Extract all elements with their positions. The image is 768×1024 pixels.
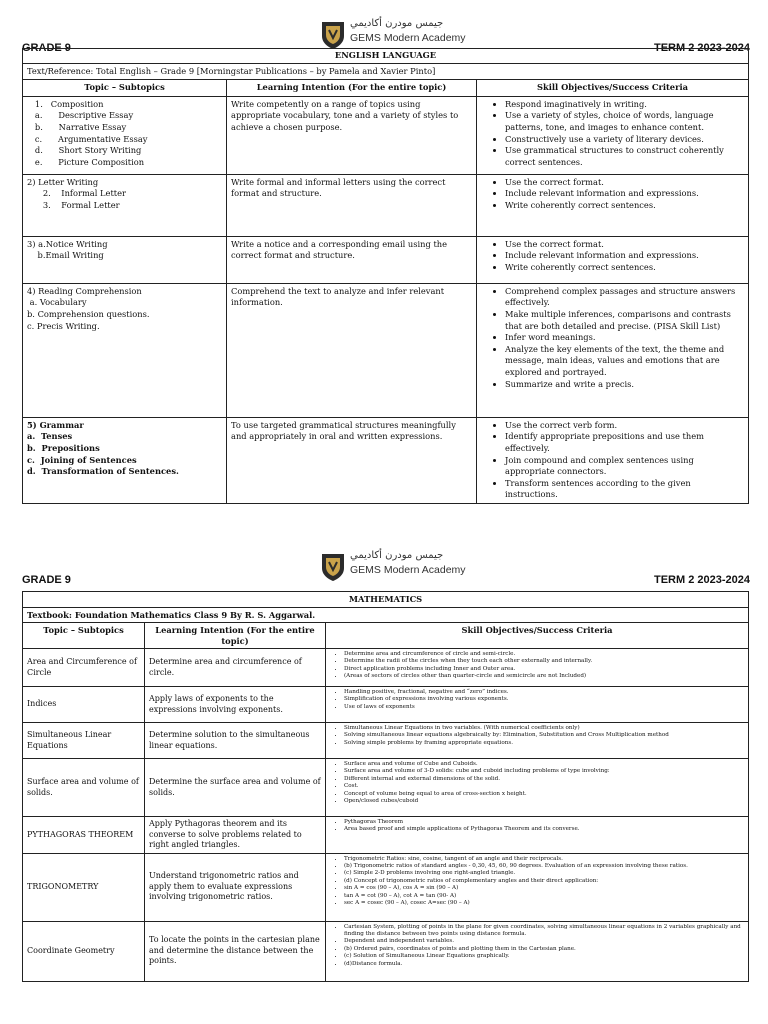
topic-line: a. Tenses	[27, 431, 73, 442]
topic-line: a. Vocabulary	[27, 297, 87, 308]
skill-item: • Respond imaginatively in writing.	[505, 99, 744, 111]
skill-item: • Use a variety of styles, choice of words, language patterns, tone, and images to enhance content.	[505, 110, 744, 133]
topic-line: c. Argumentative Essay	[27, 133, 148, 144]
math-title: MATHEMATICS	[23, 592, 749, 608]
skill-item: • Use the correct verb form.	[505, 420, 744, 432]
logo-english-text: GEMS Modern Academy	[350, 564, 466, 576]
skill-item: • (d)Distance formula.	[344, 961, 744, 968]
math-reference: Textbook: Foundation Mathematics Class 9 By R. S. Aggarwal.	[23, 607, 749, 623]
table-row	[23, 417, 749, 503]
skill-item: • (b) Ordered pairs, coordinates of points and plotting them in the Cartesian plane.	[344, 946, 744, 953]
table-row	[23, 921, 749, 981]
skill-subitem: • sec A = cosec (90 – A), cosec A=sec (90 – A)	[344, 900, 744, 907]
skills-cell	[477, 283, 749, 417]
col-header-skills: Skill Objectives/Success Criteria	[326, 623, 749, 649]
skill-item: • Use grammatical structures to construct coherently correct sentences.	[505, 145, 744, 168]
logo-english-text: GEMS Modern Academy	[350, 32, 466, 44]
term-label: TERM 2 2023-2024	[654, 574, 750, 586]
skill-item: • Comprehend complex passages and structure answers effectively.	[505, 286, 744, 309]
intent-cell: Apply Pythagoras theorem and its converse to solve problems related to right angled triangles.	[145, 817, 326, 854]
table-row	[23, 687, 749, 723]
skill-item: • Area based proof and simple applications of Pythagoras Theorem and its converse.	[344, 826, 744, 833]
skill-item: • Different internal and external dimensions of the solid.	[344, 776, 744, 783]
skills-cell	[477, 96, 749, 174]
skills-cell	[326, 759, 749, 817]
topic-cell: PYTHAGORAS THEOREM	[23, 817, 145, 854]
skill-item: • (c) Solution of Simultaneous Linear Equations graphically.	[344, 953, 744, 960]
skill-item: • Make multiple inferences, comparisons and contrasts that are both detailed and precise. (PISA Skill List)	[505, 309, 744, 332]
skills-cell	[326, 687, 749, 723]
topic-cell	[23, 96, 227, 174]
page-header-2	[22, 550, 750, 586]
col-header-intent: Learning Intention (For the entire topic)	[145, 623, 326, 649]
skill-item: • Solving simultaneous linear equations algebraically by: Elimination, Substitution and Cross Multiplication method	[344, 732, 744, 739]
topic-line: 3. Formal Letter	[27, 199, 120, 210]
skill-item: • (c) Simple 2-D problems involving one right-angled triangle.	[344, 870, 744, 877]
topic-cell	[23, 236, 227, 283]
skill-item: • Write coherently correct sentences.	[505, 200, 744, 212]
skill-item: • Transform sentences according to the given instructions.	[505, 478, 744, 501]
table-row	[23, 236, 749, 283]
skill-item: • Concept of volume being equal to area of cross-section x height.	[344, 791, 744, 798]
table-row	[23, 759, 749, 817]
crest-icon	[320, 20, 346, 50]
skill-item: • Open/closed cubes/cuboid	[344, 798, 744, 805]
skill-item: • Use of laws of exponents	[344, 704, 744, 711]
intent-cell: Comprehend the text to analyze and infer relevant information.	[227, 283, 477, 417]
topic-line: 3) a.Notice Writing	[27, 238, 108, 249]
skill-item: • Handling positive, fractional, negative and “zero” indices.	[344, 689, 744, 696]
topic-line: c. Precis Writing.	[27, 320, 100, 331]
skill-item: • Cartesian System, plotting of points in the plane for given coordinates, solving simultaneous linear equations in 2 variables graphically and finding the distance between two points using distance formula.	[344, 924, 744, 939]
topic-line: 1. Composition	[27, 98, 104, 109]
intent-cell: Determine the surface area and volume of solids.	[145, 759, 326, 817]
skills-cell	[326, 649, 749, 687]
skills-cell	[326, 853, 749, 921]
topic-line: 2) Letter Writing	[27, 176, 99, 187]
col-header-skills: Skill Objectives/Success Criteria	[477, 80, 749, 97]
math-table	[22, 591, 749, 982]
skill-item: • Solving simple problems by framing appropriate equations.	[344, 740, 744, 747]
topic-cell: TRIGONOMETRY	[23, 853, 145, 921]
table-row	[23, 723, 749, 759]
intent-cell: Write a notice and a corresponding email using the correct format and structure.	[227, 236, 477, 283]
intent-cell: To locate the points in the cartesian plane and determine the distance between the points.	[145, 921, 326, 981]
skill-item: • Join compound and complex sentences using appropriate connectors.	[505, 455, 744, 478]
skill-item: • (b) Trigonometric ratios of standard angles - 0,30, 45, 60, 90 degrees. Evaluation of an expression involving these ratios.	[344, 863, 744, 870]
skills-cell	[326, 817, 749, 854]
skill-subitem: • sin A = cos (90 – A), cos A = sin (90 – A)	[344, 885, 744, 892]
topic-cell	[23, 174, 227, 236]
topic-cell: Area and Circumference of Circle	[23, 649, 145, 687]
skill-item: • (Areas of sectors of circles other than quarter-circle and semicircle are not Included)	[344, 673, 744, 680]
table-row	[23, 283, 749, 417]
col-header-intent: Learning Intention (For the entire topic)	[227, 80, 477, 97]
topic-cell: Simultaneous Linear Equations	[23, 723, 145, 759]
skills-cell	[477, 417, 749, 503]
topic-cell	[23, 283, 227, 417]
topic-line: d. Short Story Writing	[27, 145, 142, 156]
english-reference: Text/Reference: Total English – Grade 9 [Morningstar Publications – by Pamela and Xavier Pinto]	[23, 63, 749, 80]
topic-line: b. Narrative Essay	[27, 121, 127, 132]
intent-cell: Determine area and circumference of circle.	[145, 649, 326, 687]
term-label: TERM 2 2023-2024	[654, 42, 750, 54]
english-table	[22, 48, 749, 504]
skill-subitem: • tan A = cot (90 – A), cot A = tan (90- A)	[344, 893, 744, 900]
skill-item: • Cost.	[344, 783, 744, 790]
skill-item: • Surface area and volume of Cube and Cuboids.	[344, 761, 744, 768]
skills-cell	[477, 174, 749, 236]
skill-item: • (d) Concept of trigonometric ratios of complementary angles and their direct application:	[344, 878, 744, 885]
skill-item: • Identify appropriate prepositions and use them effectively.	[505, 431, 744, 454]
logo-arabic-text: جيمس مودرن أكاديمي	[350, 550, 444, 561]
school-logo	[320, 550, 470, 586]
topic-line: b. Comprehension questions.	[27, 308, 150, 319]
skill-item: • Simplification of expressions involving various exponents.	[344, 696, 744, 703]
table-row	[23, 174, 749, 236]
skill-item: • Direct application problems including Inner and Outer area.	[344, 666, 744, 673]
skill-item: • Include relevant information and expressions.	[505, 188, 744, 200]
grade-label: GRADE 9	[22, 574, 71, 586]
topic-cell	[23, 417, 227, 503]
col-header-topic: Topic – Subtopics	[23, 623, 145, 649]
table-row	[23, 853, 749, 921]
skills-cell	[477, 236, 749, 283]
skill-item: • Simultaneous Linear Equations in two variables. (With numerical coefficients only)	[344, 725, 744, 732]
intent-cell: Apply laws of exponents to the expressions involving exponents.	[145, 687, 326, 723]
english-title: ENGLISH LANGUAGE	[23, 49, 749, 64]
grade-label: GRADE 9	[22, 42, 71, 54]
topic-line: d. Transformation of Sentences.	[27, 466, 179, 477]
skill-item: • Use the correct format.	[505, 177, 744, 189]
skill-item: • Determine the radii of the circles when they touch each other externally and internally.	[344, 658, 744, 665]
skill-item: • Constructively use a variety of literary devices.	[505, 134, 744, 146]
intent-cell: Understand trigonometric ratios and apply them to evaluate expressions involving trigonometric ratios.	[145, 853, 326, 921]
skill-item: • Analyze the key elements of the text, the theme and message, main ideas, values and emotions that are explored and portrayed.	[505, 344, 744, 379]
topic-line: a. Descriptive Essay	[27, 110, 134, 121]
topic-cell: Surface area and volume of solids.	[23, 759, 145, 817]
intent-cell: Write competently on a range of topics using appropriate vocabulary, tone and a variety of styles to achieve a chosen purpose.	[227, 96, 477, 174]
skill-item: • Surface area and volume of 3-D solids: cube and cuboid including problems of type involving:	[344, 768, 744, 775]
skill-item: • Determine area and circumference of circle and semi-circle.	[344, 651, 744, 658]
skill-item: • Use the correct format.	[505, 239, 744, 251]
topic-line: 4) Reading Comprehension	[27, 285, 142, 296]
topic-cell: Coordinate Geometry	[23, 921, 145, 981]
table-row	[23, 817, 749, 854]
intent-cell: Write formal and informal letters using the correct format and structure.	[227, 174, 477, 236]
crest-icon	[320, 552, 346, 582]
col-header-topic: Topic – Subtopics	[23, 80, 227, 97]
topic-cell: Indices	[23, 687, 145, 723]
table-row	[23, 649, 749, 687]
topic-line: e. Picture Composition	[27, 156, 145, 167]
skill-item: • Pythagoras Theorem	[344, 819, 744, 826]
skill-item: • Write coherently correct sentences.	[505, 262, 744, 274]
topic-line: 2. Informal Letter	[27, 188, 127, 199]
skill-item: • Include relevant information and expressions.	[505, 250, 744, 262]
skills-cell	[326, 921, 749, 981]
skill-item: • Summarize and write a precis.	[505, 379, 744, 391]
topic-line: c. Joining of Sentences	[27, 454, 137, 465]
logo-arabic-text: جيمس مودرن أكاديمي	[350, 18, 444, 29]
skill-item: • Dependent and independent variables.	[344, 938, 744, 945]
topic-line: b. Prepositions	[27, 442, 100, 453]
skill-item: • Trigonometric Ratios: sine, cosine, tangent of an angle and their reciprocals.	[344, 856, 744, 863]
table-row	[23, 96, 749, 174]
intent-cell: Determine solution to the simultaneous linear equations.	[145, 723, 326, 759]
topic-line: b.Email Writing	[27, 250, 104, 261]
intent-cell: To use targeted grammatical structures meaningfully and appropriately in oral and written expressions.	[227, 417, 477, 503]
skill-item: • Infer word meanings.	[505, 332, 744, 344]
skills-cell	[326, 723, 749, 759]
topic-line: 5) Grammar	[27, 419, 84, 430]
